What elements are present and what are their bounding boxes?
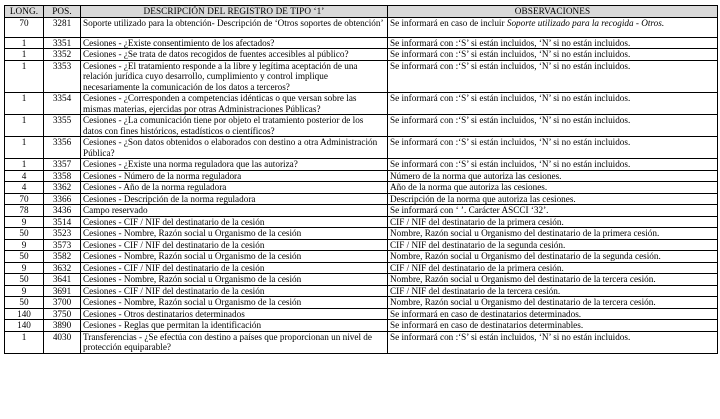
table-row bbox=[5, 115, 718, 137]
table-row bbox=[5, 193, 718, 205]
cell-long: 1 bbox=[5, 37, 44, 49]
table-row bbox=[5, 170, 718, 182]
register-type-1-table bbox=[4, 5, 718, 354]
header-description: DESCRIPCIÓN DEL REGISTRO DE TIPO ‘1’ bbox=[81, 6, 388, 18]
cell-long: 1 bbox=[5, 137, 44, 159]
cell-pos: 3573 bbox=[44, 239, 81, 251]
cell-long: 50 bbox=[5, 228, 44, 240]
table-row bbox=[5, 137, 718, 159]
cell-description: Cesiones - ¿Existe consentimiento de los afectados? bbox=[81, 37, 388, 49]
cell-long: 140 bbox=[5, 308, 44, 320]
cell-observations: Año de la norma que autoriza las cesiones. bbox=[388, 182, 718, 194]
cell-long: 78 bbox=[5, 205, 44, 217]
cell-pos: 3353 bbox=[44, 60, 81, 93]
observation-text: Se informará en caso de incluir bbox=[390, 17, 507, 28]
cell-pos: 3351 bbox=[44, 37, 81, 49]
cell-pos: 3357 bbox=[44, 159, 81, 171]
cell-description: Cesiones - ¿La comunicación tiene por objeto el tratamiento posterior de los datos con fines históricos, estadísticos o científicos? bbox=[81, 115, 388, 137]
cell-pos: 3358 bbox=[44, 170, 81, 182]
cell-description: Cesiones - Reglas que permitan la identificación bbox=[81, 320, 388, 332]
cell-pos: 3691 bbox=[44, 285, 81, 297]
table-row bbox=[5, 331, 718, 353]
cell-long: 70 bbox=[5, 17, 44, 37]
cell-observations: Se informará con :‘S’ si están incluidos, ‘N’ si no están incluidos. bbox=[388, 60, 718, 93]
table-row bbox=[5, 285, 718, 297]
table-row bbox=[5, 228, 718, 240]
cell-observations: CIF / NIF del destinatario de la primera cesión. bbox=[388, 216, 718, 228]
cell-description: Cesiones - Año de la norma reguladora bbox=[81, 182, 388, 194]
cell-pos: 3355 bbox=[44, 115, 81, 137]
cell-observations: CIF / NIF del destinatario de la primera cesión. bbox=[388, 262, 718, 274]
cell-long: 1 bbox=[5, 159, 44, 171]
cell-long: 9 bbox=[5, 262, 44, 274]
cell-long: 1 bbox=[5, 115, 44, 137]
cell-description: Cesiones - ¿Corresponden a competencias idénticas o que versan sobre las mismas materias, ejercidas por otras Administraciones Públicas? bbox=[81, 93, 388, 115]
cell-long: 1 bbox=[5, 331, 44, 353]
table-header bbox=[5, 6, 718, 18]
cell-observations: Se informará con :‘S’ si están incluidos, ‘N’ si no están incluidos. bbox=[388, 331, 718, 353]
header-long: LONG. bbox=[5, 6, 44, 18]
cell-observations: Se informará con :‘S’ si están incluidos, ‘N’ si no están incluidos. bbox=[388, 49, 718, 61]
cell-pos: 4030 bbox=[44, 331, 81, 353]
cell-observations: Se informará con :‘S’ si están incluidos, ‘N’ si no están incluidos. bbox=[388, 37, 718, 49]
cell-long: 4 bbox=[5, 170, 44, 182]
cell-long: 4 bbox=[5, 182, 44, 194]
cell-long: 9 bbox=[5, 216, 44, 228]
cell-description: Cesiones - Nombre, Razón social u Organismo de la cesión bbox=[81, 297, 388, 309]
cell-description: Cesiones - CIF / NIF del destinatario de la cesión bbox=[81, 262, 388, 274]
cell-pos: 3750 bbox=[44, 308, 81, 320]
cell-observations: Se informará con :‘S’ si están incluidos, ‘N’ si no están incluidos. bbox=[388, 93, 718, 115]
cell-description: Campo reservado bbox=[81, 205, 388, 217]
cell-description: Cesiones - ¿Son datos obtenidos o elaborados con destino a otra Administración Pública? bbox=[81, 137, 388, 159]
cell-observations: Número de la norma que autoriza las cesiones. bbox=[388, 170, 718, 182]
cell-description: Cesiones - ¿El tratamiento responde a la libre y legítima aceptación de una relación jurídica cuyo desarrollo, cumplimiento y control implique necesariamente la comunicación de los datos a terceros? bbox=[81, 60, 388, 93]
record-spec-document bbox=[4, 5, 718, 354]
cell-description: Cesiones - Nombre, Razón social u Organismo de la cesión bbox=[81, 251, 388, 263]
cell-description: Cesiones - ¿Existe una norma reguladora que las autoriza? bbox=[81, 159, 388, 171]
table-row bbox=[5, 308, 718, 320]
cell-pos: 3641 bbox=[44, 274, 81, 286]
cell-observations: CIF / NIF del destinatario de la tercera cesión. bbox=[388, 285, 718, 297]
table-row bbox=[5, 37, 718, 49]
cell-description: Cesiones - ¿Se trata de datos recogidos de fuentes accesibles al público? bbox=[81, 49, 388, 61]
cell-observations: Descripción de la norma que autoriza las cesiones. bbox=[388, 193, 718, 205]
cell-pos: 3354 bbox=[44, 93, 81, 115]
cell-observations: Se informará en caso de destinatarios determinados. bbox=[388, 308, 718, 320]
cell-observations: Nombre, Razón social u Organismo del destinatario de la segunda cesión. bbox=[388, 251, 718, 263]
cell-observations: Nombre, Razón social u Organismo del destinatario de la primera cesión. bbox=[388, 228, 718, 240]
table-row bbox=[5, 251, 718, 263]
table-row bbox=[5, 216, 718, 228]
cell-observations: Se informará con ‘ ’. Carácter ASCCI ‘32’. bbox=[388, 205, 718, 217]
cell-pos: 3700 bbox=[44, 297, 81, 309]
table-row bbox=[5, 274, 718, 286]
cell-pos: 3281 bbox=[44, 17, 81, 37]
table-row bbox=[5, 49, 718, 61]
header-pos: POS. bbox=[44, 6, 81, 18]
cell-pos: 3356 bbox=[44, 137, 81, 159]
cell-description: Transferencias - ¿Se efectúa con destino a países que proporcionan un nivel de protección equiparable? bbox=[81, 331, 388, 353]
cell-long: 9 bbox=[5, 285, 44, 297]
cell-long: 1 bbox=[5, 93, 44, 115]
cell-observations: Nombre, Razón social u Organismo del destinatario de la tercera cesión. bbox=[388, 274, 718, 286]
cell-pos: 3514 bbox=[44, 216, 81, 228]
cell-pos: 3366 bbox=[44, 193, 81, 205]
cell-description: Cesiones - Nombre, Razón social u Organismo de la cesión bbox=[81, 228, 388, 240]
cell-description: Cesiones - CIF / NIF del destinatario de la cesión bbox=[81, 239, 388, 251]
table-row bbox=[5, 297, 718, 309]
table-row bbox=[5, 182, 718, 194]
cell-observations: Se informará con :‘S’ si están incluidos, ‘N’ si no están incluidos. bbox=[388, 137, 718, 159]
cell-observations: Se informará en caso de destinatarios determinables. bbox=[388, 320, 718, 332]
cell-pos: 3362 bbox=[44, 182, 81, 194]
table-row bbox=[5, 262, 718, 274]
table-row bbox=[5, 320, 718, 332]
cell-description: Soporte utilizado para la obtención- Descripción de ‘Otros soportes de obtención’ bbox=[81, 17, 388, 37]
cell-pos: 3632 bbox=[44, 262, 81, 274]
cell-pos: 3523 bbox=[44, 228, 81, 240]
cell-long: 1 bbox=[5, 49, 44, 61]
table-row bbox=[5, 239, 718, 251]
cell-long: 1 bbox=[5, 60, 44, 93]
table-body bbox=[5, 17, 718, 353]
cell-pos: 3352 bbox=[44, 49, 81, 61]
cell-observations: Se informará con :‘S’ si están incluidos, ‘N’ si no están incluidos. bbox=[388, 159, 718, 171]
cell-description: Cesiones - CIF / NIF del destinatario de la cesión bbox=[81, 285, 388, 297]
table-row bbox=[5, 205, 718, 217]
cell-long: 50 bbox=[5, 251, 44, 263]
table-row bbox=[5, 93, 718, 115]
cell-observations bbox=[388, 17, 718, 37]
cell-long: 50 bbox=[5, 274, 44, 286]
cell-long: 70 bbox=[5, 193, 44, 205]
cell-pos: 3890 bbox=[44, 320, 81, 332]
cell-description: Cesiones - Número de la norma reguladora bbox=[81, 170, 388, 182]
cell-pos: 3436 bbox=[44, 205, 81, 217]
table-row bbox=[5, 17, 718, 37]
cell-long: 50 bbox=[5, 297, 44, 309]
cell-description: Cesiones - CIF / NIF del destinatario de la cesión bbox=[81, 216, 388, 228]
cell-observations: CIF / NIF del destinatario de la segunda cesión. bbox=[388, 239, 718, 251]
header-observations: OBSERVACIONES bbox=[388, 6, 718, 18]
cell-observations: Nombre, Razón social u Organismo del destinatario de la tercera cesión. bbox=[388, 297, 718, 309]
cell-pos: 3582 bbox=[44, 251, 81, 263]
cell-description: Cesiones - Nombre, Razón social u Organismo de la cesión bbox=[81, 274, 388, 286]
cell-long: 140 bbox=[5, 320, 44, 332]
cell-description: Cesiones - Otros destinatarios determinados bbox=[81, 308, 388, 320]
header-row bbox=[5, 6, 718, 18]
observation-emphasis: Soporte utilizado para la recogida - Otros. bbox=[506, 17, 665, 28]
cell-observations: Se informará con :‘S’ si están incluidos, ‘N’ si no están incluidos. bbox=[388, 115, 718, 137]
cell-description: Cesiones - Descripción de la norma reguladora bbox=[81, 193, 388, 205]
table-row bbox=[5, 159, 718, 171]
cell-long: 9 bbox=[5, 239, 44, 251]
table-row bbox=[5, 60, 718, 93]
